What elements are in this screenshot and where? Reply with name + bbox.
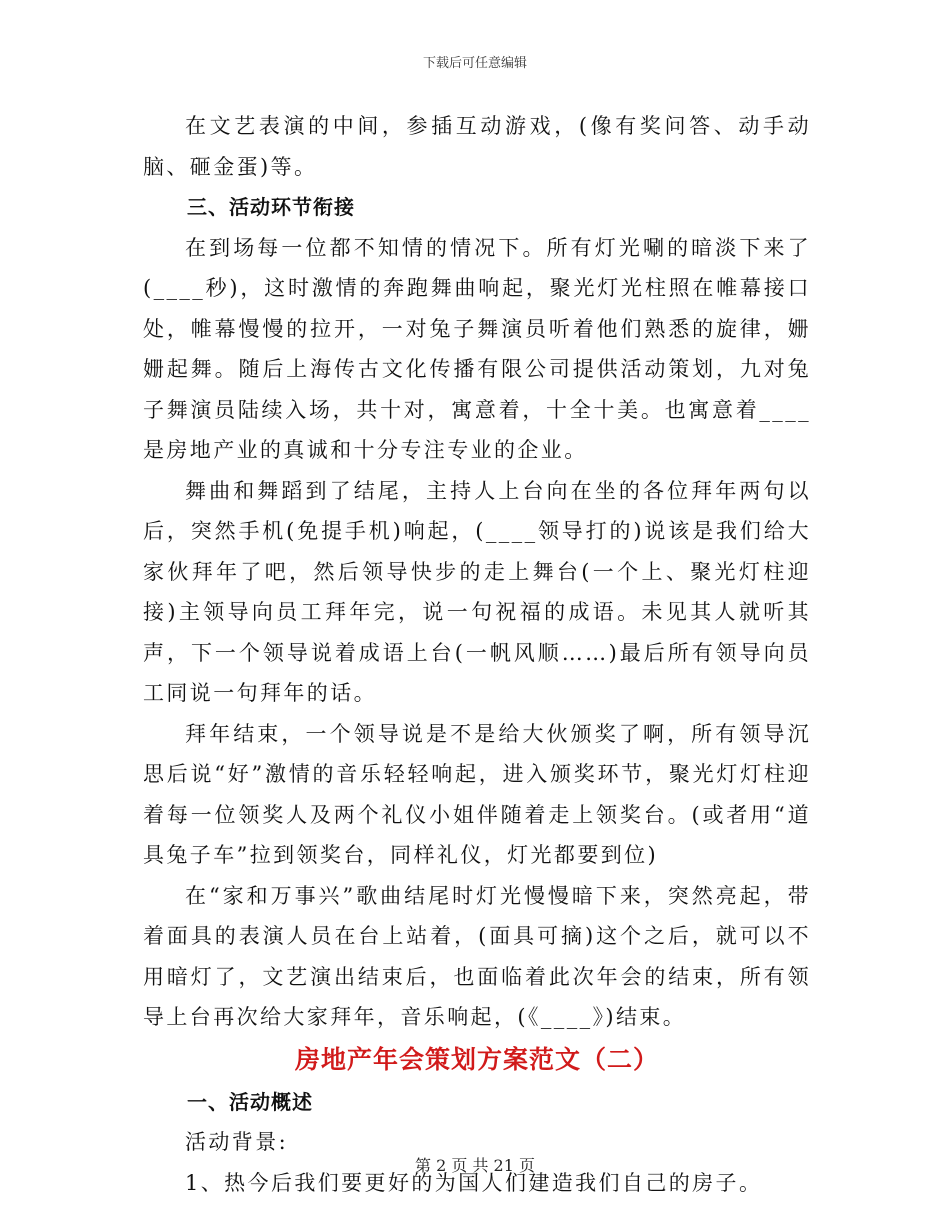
document-title-part-two: 房地产年会策划方案范文（二） — [294, 1044, 659, 1074]
paragraph-background-item-1: 1、热今后我们要更好的为国人们建造我们自己的房子。 — [185, 1170, 763, 1195]
paragraph-opening-dance: 在到场每一位都不知情的情况下。所有灯光唰的暗淡下来了(____秒)，这时激情的奔跑舞曲响起，聚光灯光柱照在帷幕接口处，帷幕慢慢的拉开，一对兔子舞演员听着他们熟悉的旋律，姗姗起舞。随后上海传古文化传播有限公司提供活动策划，九对兔子舞演员陆续入场，共十对，寓意着，十全十美。也寓意着____是房地产业的真诚和十分专注专业的企业。 — [143, 235, 811, 462]
paragraph-background-label: 活动背景: — [185, 1130, 289, 1154]
paragraph-leader-greetings: 舞曲和舞蹈到了结尾，主持人上台向在坐的各位拜年两句以后，突然手机(免提手机)响起，(____领导打的)说该是我们给大家伙拜年了吧，然后领导快步的走上舞台(一个上、聚光灯柱迎接)主领导向员工拜年完，说一句祝福的成语。未见其人就听其声，下一个领导说着成语上台(一帆风顺……)最后所有领导向员工同说一句拜年的话。 — [143, 478, 811, 705]
document-body — [143, 106, 811, 1203]
page-footer: 第 2 页 共 21 页 — [415, 1156, 535, 1175]
section-heading-transitions: 三、活动环节衔接 — [187, 195, 355, 219]
section-heading-overview: 一、活动概述 — [187, 1089, 313, 1114]
paragraph-closing: 在“家和万事兴”歌曲结尾时灯光慢慢暗下来，突然亮起，带着面具的表演人员在台上站着，(面具可摘)这个之后，就可以不用暗灯了，文艺演出结束后，也面临着此次年会的结束，所有领导上台再次给大家拜年，音乐响起，(《____》)结束。 — [143, 883, 811, 1029]
paragraph-interactive-games: 在文艺表演的中间，参插互动游戏，(像有奖问答、动手动脑、砸金蛋)等。 — [143, 114, 811, 179]
page-header: 下载后可任意编辑 — [422, 56, 527, 71]
paragraph-awards: 拜年结束，一个领导说是不是给大伙颁奖了啊，所有领导沉思后说“好”激情的音乐轻轻响起，进入颁奖环节，聚光灯灯柱迎着每一位领奖人及两个礼仪小姐伴随着走上领奖台。(或者用“道具兔子车”拉到领奖台，同样礼仪，灯光都要到位) — [143, 721, 811, 867]
